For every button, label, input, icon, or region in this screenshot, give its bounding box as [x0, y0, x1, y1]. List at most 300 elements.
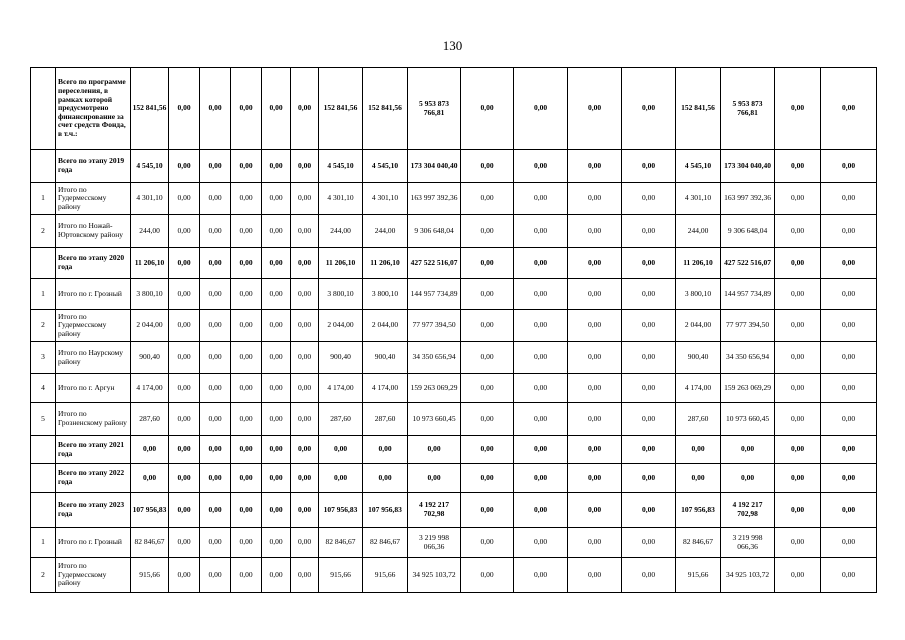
value-cell: 0,00: [514, 248, 568, 279]
table-row: [31, 279, 877, 310]
value-cell: 4 301,10: [363, 183, 408, 215]
value-cell: 0,00: [775, 342, 821, 374]
value-cell: 0,00: [461, 528, 514, 558]
value-cell: 0,00: [291, 150, 319, 183]
row-name: Всего по этапу 2021 года: [56, 436, 131, 464]
value-cell: 4 301,10: [319, 183, 363, 215]
value-cell: 0,00: [231, 436, 262, 464]
value-cell: 0,00: [262, 248, 291, 279]
value-cell: 0,00: [821, 215, 877, 248]
table-row: [31, 558, 877, 593]
value-cell: 0,00: [568, 279, 622, 310]
value-cell: 0,00: [231, 279, 262, 310]
value-cell: 900,40: [676, 342, 721, 374]
value-cell: 0,00: [568, 68, 622, 150]
value-cell: 0,00: [291, 310, 319, 342]
value-cell: 0,00: [568, 436, 622, 464]
value-cell: 0,00: [461, 150, 514, 183]
value-cell: 163 997 392,36: [408, 183, 461, 215]
table-row: [31, 150, 877, 183]
resettlement-table: [30, 67, 877, 593]
value-cell: 0,00: [821, 403, 877, 436]
value-cell: 0,00: [775, 68, 821, 150]
value-cell: 0,00: [514, 183, 568, 215]
value-cell: 11 206,10: [363, 248, 408, 279]
table-row: [31, 183, 877, 215]
value-cell: 0,00: [262, 528, 291, 558]
value-cell: 5 953 873 766,81: [721, 68, 775, 150]
value-cell: 0,00: [461, 374, 514, 403]
value-cell: 144 957 734,89: [408, 279, 461, 310]
value-cell: 0,00: [231, 464, 262, 493]
table-row: [31, 374, 877, 403]
row-name: Итого по г. Аргун: [56, 374, 131, 403]
value-cell: 0,00: [169, 248, 200, 279]
value-cell: 34 925 103,72: [721, 558, 775, 593]
value-cell: 0,00: [169, 493, 200, 528]
value-cell: 4 301,10: [676, 183, 721, 215]
value-cell: 0,00: [568, 183, 622, 215]
value-cell: 0,00: [262, 183, 291, 215]
value-cell: 900,40: [319, 342, 363, 374]
value-cell: 0,00: [200, 150, 231, 183]
value-cell: 0,00: [169, 558, 200, 593]
value-cell: 900,40: [131, 342, 169, 374]
value-cell: 0,00: [461, 183, 514, 215]
value-cell: 82 846,67: [319, 528, 363, 558]
value-cell: 0,00: [262, 403, 291, 436]
value-cell: 4 545,10: [363, 150, 408, 183]
value-cell: 244,00: [131, 215, 169, 248]
value-cell: 0,00: [200, 403, 231, 436]
value-cell: 0,00: [622, 528, 676, 558]
value-cell: 0,00: [514, 436, 568, 464]
table-row: [31, 493, 877, 528]
value-cell: 0,00: [408, 436, 461, 464]
value-cell: 0,00: [291, 374, 319, 403]
value-cell: 0,00: [461, 464, 514, 493]
value-cell: 4 545,10: [319, 150, 363, 183]
value-cell: 0,00: [363, 436, 408, 464]
value-cell: 0,00: [262, 150, 291, 183]
value-cell: 0,00: [622, 374, 676, 403]
value-cell: 107 956,83: [319, 493, 363, 528]
value-cell: 0,00: [622, 150, 676, 183]
value-cell: 0,00: [775, 493, 821, 528]
row-number: 1: [31, 183, 56, 215]
value-cell: 0,00: [568, 464, 622, 493]
value-cell: 4 174,00: [676, 374, 721, 403]
value-cell: 0,00: [169, 528, 200, 558]
value-cell: 0,00: [568, 558, 622, 593]
value-cell: 0,00: [568, 528, 622, 558]
value-cell: 0,00: [291, 215, 319, 248]
value-cell: 0,00: [200, 68, 231, 150]
value-cell: 0,00: [821, 558, 877, 593]
value-cell: 152 841,56: [319, 68, 363, 150]
value-cell: 0,00: [291, 183, 319, 215]
value-cell: 0,00: [622, 310, 676, 342]
value-cell: 0,00: [821, 493, 877, 528]
table-row: [31, 310, 877, 342]
value-cell: 0,00: [363, 464, 408, 493]
value-cell: 3 219 998 066,36: [721, 528, 775, 558]
value-cell: 173 304 040,40: [408, 150, 461, 183]
value-cell: 0,00: [821, 374, 877, 403]
value-cell: 0,00: [622, 215, 676, 248]
value-cell: 0,00: [775, 374, 821, 403]
value-cell: 287,60: [676, 403, 721, 436]
row-name: Всего по этапу 2020 года: [56, 248, 131, 279]
row-number: [31, 248, 56, 279]
value-cell: 2 044,00: [319, 310, 363, 342]
value-cell: 173 304 040,40: [721, 150, 775, 183]
value-cell: 0,00: [169, 342, 200, 374]
value-cell: 0,00: [821, 248, 877, 279]
value-cell: 107 956,83: [363, 493, 408, 528]
row-number: 2: [31, 310, 56, 342]
value-cell: 0,00: [821, 150, 877, 183]
value-cell: 0,00: [262, 342, 291, 374]
value-cell: 34 350 656,94: [721, 342, 775, 374]
value-cell: 0,00: [514, 403, 568, 436]
value-cell: 0,00: [821, 528, 877, 558]
value-cell: 0,00: [200, 310, 231, 342]
value-cell: 4 192 217 702,98: [408, 493, 461, 528]
value-cell: 0,00: [291, 558, 319, 593]
value-cell: 0,00: [231, 374, 262, 403]
value-cell: 0,00: [461, 279, 514, 310]
value-cell: 0,00: [568, 215, 622, 248]
value-cell: 0,00: [231, 68, 262, 150]
value-cell: 0,00: [821, 310, 877, 342]
value-cell: 0,00: [622, 183, 676, 215]
row-name: Итого по Наурскому району: [56, 342, 131, 374]
value-cell: 10 973 660,45: [721, 403, 775, 436]
value-cell: 163 997 392,36: [721, 183, 775, 215]
value-cell: 0,00: [408, 464, 461, 493]
value-cell: 0,00: [775, 215, 821, 248]
value-cell: 915,66: [676, 558, 721, 593]
value-cell: 0,00: [568, 150, 622, 183]
row-name: Итого по Грозненскому району: [56, 403, 131, 436]
value-cell: 0,00: [131, 464, 169, 493]
value-cell: 0,00: [622, 558, 676, 593]
value-cell: 82 846,67: [363, 528, 408, 558]
value-cell: 0,00: [200, 528, 231, 558]
value-cell: 0,00: [568, 493, 622, 528]
value-cell: 0,00: [262, 464, 291, 493]
value-cell: 915,66: [131, 558, 169, 593]
row-name: Всего по этапу 2019 года: [56, 150, 131, 183]
value-cell: 2 044,00: [131, 310, 169, 342]
value-cell: 0,00: [514, 374, 568, 403]
value-cell: 0,00: [231, 342, 262, 374]
value-cell: 0,00: [821, 436, 877, 464]
value-cell: 0,00: [622, 464, 676, 493]
value-cell: 0,00: [262, 279, 291, 310]
value-cell: 0,00: [231, 493, 262, 528]
value-cell: 4 545,10: [131, 150, 169, 183]
value-cell: 287,60: [131, 403, 169, 436]
value-cell: 900,40: [363, 342, 408, 374]
row-name: Итого по Гудермесскому району: [56, 183, 131, 215]
value-cell: 0,00: [291, 68, 319, 150]
row-number: [31, 493, 56, 528]
value-cell: 0,00: [775, 248, 821, 279]
value-cell: 0,00: [461, 342, 514, 374]
value-cell: 0,00: [169, 215, 200, 248]
value-cell: 0,00: [775, 183, 821, 215]
value-cell: 4 174,00: [319, 374, 363, 403]
value-cell: 152 841,56: [131, 68, 169, 150]
value-cell: 0,00: [622, 68, 676, 150]
value-cell: 0,00: [622, 403, 676, 436]
table-row: [31, 215, 877, 248]
row-number: [31, 68, 56, 150]
value-cell: 0,00: [291, 436, 319, 464]
value-cell: 0,00: [568, 342, 622, 374]
value-cell: 0,00: [514, 150, 568, 183]
value-cell: 0,00: [291, 342, 319, 374]
row-name: Итого по г. Грозный: [56, 528, 131, 558]
row-number: 5: [31, 403, 56, 436]
value-cell: 0,00: [514, 68, 568, 150]
row-number: [31, 150, 56, 183]
row-name: Итого по Гудермесскому району: [56, 310, 131, 342]
value-cell: 0,00: [461, 215, 514, 248]
value-cell: 0,00: [461, 436, 514, 464]
row-number: [31, 436, 56, 464]
value-cell: 3 800,10: [676, 279, 721, 310]
value-cell: 0,00: [319, 464, 363, 493]
row-name: Всего по этапу 2023 года: [56, 493, 131, 528]
value-cell: 0,00: [514, 279, 568, 310]
value-cell: 0,00: [169, 68, 200, 150]
row-number: 4: [31, 374, 56, 403]
value-cell: 0,00: [721, 464, 775, 493]
value-cell: 0,00: [514, 464, 568, 493]
table-row: [31, 342, 877, 374]
page-number: 130: [442, 38, 463, 53]
value-cell: 0,00: [775, 279, 821, 310]
value-cell: 0,00: [291, 279, 319, 310]
value-cell: 0,00: [514, 493, 568, 528]
value-cell: 3 800,10: [319, 279, 363, 310]
row-name: Всего по программе переселения, в рамках которой предусмотрено финансирование за счет средств Фонда, в т.ч.:: [56, 68, 131, 150]
value-cell: 11 206,10: [131, 248, 169, 279]
value-cell: 0,00: [169, 374, 200, 403]
value-cell: 0,00: [200, 558, 231, 593]
value-cell: 0,00: [262, 558, 291, 593]
value-cell: 11 206,10: [319, 248, 363, 279]
value-cell: 0,00: [291, 528, 319, 558]
value-cell: 0,00: [200, 215, 231, 248]
value-cell: 0,00: [821, 464, 877, 493]
value-cell: 0,00: [319, 436, 363, 464]
value-cell: 77 977 394,50: [408, 310, 461, 342]
value-cell: 427 522 516,07: [408, 248, 461, 279]
row-number: 1: [31, 528, 56, 558]
value-cell: 3 800,10: [363, 279, 408, 310]
value-cell: 159 263 069,29: [721, 374, 775, 403]
value-cell: 0,00: [461, 68, 514, 150]
row-name: Итого по Гудермесскому району: [56, 558, 131, 593]
value-cell: 0,00: [131, 436, 169, 464]
value-cell: 10 973 660,45: [408, 403, 461, 436]
value-cell: 0,00: [622, 436, 676, 464]
value-cell: 0,00: [169, 310, 200, 342]
value-cell: 11 206,10: [676, 248, 721, 279]
value-cell: 107 956,83: [131, 493, 169, 528]
value-cell: 0,00: [461, 403, 514, 436]
value-cell: 4 174,00: [131, 374, 169, 403]
value-cell: 0,00: [568, 310, 622, 342]
value-cell: 0,00: [821, 342, 877, 374]
table-row: [31, 68, 877, 150]
value-cell: 0,00: [262, 68, 291, 150]
value-cell: 0,00: [461, 558, 514, 593]
value-cell: 0,00: [262, 215, 291, 248]
value-cell: 0,00: [514, 215, 568, 248]
value-cell: 0,00: [514, 528, 568, 558]
value-cell: 9 306 648,04: [408, 215, 461, 248]
value-cell: 0,00: [291, 464, 319, 493]
value-cell: 5 953 873 766,81: [408, 68, 461, 150]
value-cell: 2 044,00: [363, 310, 408, 342]
value-cell: 0,00: [231, 528, 262, 558]
table-row: [31, 436, 877, 464]
value-cell: 244,00: [363, 215, 408, 248]
value-cell: 0,00: [200, 248, 231, 279]
value-cell: 3 800,10: [131, 279, 169, 310]
value-cell: 287,60: [363, 403, 408, 436]
value-cell: 0,00: [231, 183, 262, 215]
table-row: [31, 248, 877, 279]
value-cell: 0,00: [514, 310, 568, 342]
row-name: Всего по этапу 2022 года: [56, 464, 131, 493]
value-cell: 4 174,00: [363, 374, 408, 403]
table-row: [31, 464, 877, 493]
value-cell: 0,00: [775, 558, 821, 593]
value-cell: 244,00: [676, 215, 721, 248]
value-cell: 82 846,67: [676, 528, 721, 558]
value-cell: 244,00: [319, 215, 363, 248]
value-cell: 3 219 998 066,36: [408, 528, 461, 558]
value-cell: 0,00: [231, 558, 262, 593]
value-cell: 0,00: [775, 464, 821, 493]
value-cell: 0,00: [200, 183, 231, 215]
value-cell: 0,00: [231, 248, 262, 279]
value-cell: 0,00: [262, 436, 291, 464]
value-cell: 0,00: [622, 493, 676, 528]
value-cell: 0,00: [200, 279, 231, 310]
value-cell: 0,00: [262, 493, 291, 528]
value-cell: 0,00: [169, 403, 200, 436]
value-cell: 0,00: [291, 493, 319, 528]
value-cell: 0,00: [200, 374, 231, 403]
value-cell: 82 846,67: [131, 528, 169, 558]
value-cell: 0,00: [200, 464, 231, 493]
value-cell: 0,00: [200, 342, 231, 374]
value-cell: 152 841,56: [676, 68, 721, 150]
value-cell: 107 956,83: [676, 493, 721, 528]
value-cell: 0,00: [622, 248, 676, 279]
value-cell: 0,00: [262, 310, 291, 342]
value-cell: 0,00: [291, 403, 319, 436]
value-cell: 0,00: [291, 248, 319, 279]
value-cell: 9 306 648,04: [721, 215, 775, 248]
value-cell: 0,00: [821, 68, 877, 150]
row-number: 2: [31, 558, 56, 593]
value-cell: 915,66: [319, 558, 363, 593]
row-number: 3: [31, 342, 56, 374]
value-cell: 0,00: [775, 528, 821, 558]
value-cell: 0,00: [676, 436, 721, 464]
value-cell: 427 522 516,07: [721, 248, 775, 279]
value-cell: 0,00: [568, 248, 622, 279]
value-cell: 0,00: [169, 436, 200, 464]
value-cell: 0,00: [169, 183, 200, 215]
value-cell: 0,00: [169, 279, 200, 310]
value-cell: 0,00: [821, 279, 877, 310]
value-cell: 144 957 734,89: [721, 279, 775, 310]
value-cell: 0,00: [461, 310, 514, 342]
value-cell: 287,60: [319, 403, 363, 436]
value-cell: 152 841,56: [363, 68, 408, 150]
row-name: Итого по г. Грозный: [56, 279, 131, 310]
value-cell: 77 977 394,50: [721, 310, 775, 342]
value-cell: 0,00: [169, 150, 200, 183]
value-cell: 0,00: [231, 215, 262, 248]
value-cell: 0,00: [775, 150, 821, 183]
value-cell: 159 263 069,29: [408, 374, 461, 403]
row-number: 2: [31, 215, 56, 248]
row-number: 1: [31, 279, 56, 310]
value-cell: 4 192 217 702,98: [721, 493, 775, 528]
value-cell: 0,00: [231, 150, 262, 183]
row-name: Итого по Ножай-Юртовскому району: [56, 215, 131, 248]
value-cell: 0,00: [775, 310, 821, 342]
value-cell: 0,00: [514, 342, 568, 374]
value-cell: 34 925 103,72: [408, 558, 461, 593]
value-cell: 0,00: [200, 436, 231, 464]
value-cell: 0,00: [775, 436, 821, 464]
value-cell: 0,00: [514, 558, 568, 593]
value-cell: 4 545,10: [676, 150, 721, 183]
value-cell: 0,00: [821, 183, 877, 215]
value-cell: 0,00: [622, 342, 676, 374]
value-cell: 4 301,10: [131, 183, 169, 215]
value-cell: 915,66: [363, 558, 408, 593]
value-cell: 0,00: [231, 310, 262, 342]
value-cell: 0,00: [200, 493, 231, 528]
value-cell: 0,00: [775, 403, 821, 436]
table-row: [31, 528, 877, 558]
value-cell: 0,00: [262, 374, 291, 403]
value-cell: 0,00: [721, 436, 775, 464]
value-cell: 0,00: [461, 248, 514, 279]
value-cell: 0,00: [676, 464, 721, 493]
value-cell: 0,00: [622, 279, 676, 310]
value-cell: 2 044,00: [676, 310, 721, 342]
row-number: [31, 464, 56, 493]
value-cell: 0,00: [169, 464, 200, 493]
value-cell: 0,00: [231, 403, 262, 436]
value-cell: 0,00: [568, 374, 622, 403]
value-cell: 0,00: [568, 403, 622, 436]
value-cell: 34 350 656,94: [408, 342, 461, 374]
